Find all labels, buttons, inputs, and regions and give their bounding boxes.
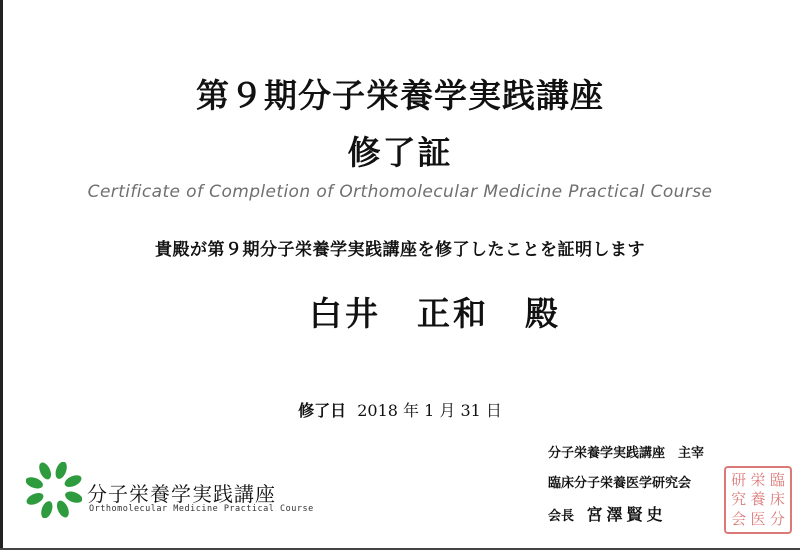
completion-date-label: 修了日 bbox=[298, 401, 347, 420]
seal-char: 医 bbox=[750, 509, 766, 528]
seal-char: 養 bbox=[750, 490, 766, 509]
document-title: 修了証 bbox=[347, 133, 453, 172]
seal-char: 究 bbox=[731, 490, 747, 509]
leaf-wreath-icon bbox=[26, 462, 82, 518]
seal-char: 研 bbox=[731, 471, 747, 490]
recipient-name: 白井 正和 殿 bbox=[309, 294, 561, 333]
official-seal-stamp bbox=[724, 466, 792, 534]
seal-char: 臨 bbox=[769, 471, 785, 490]
signer-role: 分子栄養学実践講座 主宰 bbox=[548, 446, 705, 461]
logo-name-en: Orthomolecular Medicine Practical Course bbox=[89, 504, 314, 514]
completion-date: 2018 年 1 月 31 日 bbox=[357, 401, 502, 420]
logo-name-jp: 分子栄養学実践講座 bbox=[87, 482, 276, 506]
completion-date-row bbox=[0, 398, 800, 421]
course-title: 第９期分子栄養学実践講座 bbox=[196, 76, 604, 115]
signer-organization: 臨床分子栄養医学研究会 bbox=[548, 476, 692, 491]
seal-char: 会 bbox=[731, 509, 747, 528]
seal-char: 栄 bbox=[750, 471, 766, 490]
signer-name: 宮澤賢史 bbox=[586, 505, 667, 524]
english-subtitle: Certificate of Completion of Orthomolecular Medicine Practical Course bbox=[87, 182, 713, 202]
certification-statement: 貴殿が第９期分子栄養学実践講座を修了したことを証明します bbox=[155, 240, 645, 260]
seal-char: 分 bbox=[769, 509, 785, 528]
signer-line bbox=[548, 502, 667, 525]
signer-title: 会長 bbox=[548, 509, 575, 524]
seal-char: 床 bbox=[769, 490, 785, 509]
